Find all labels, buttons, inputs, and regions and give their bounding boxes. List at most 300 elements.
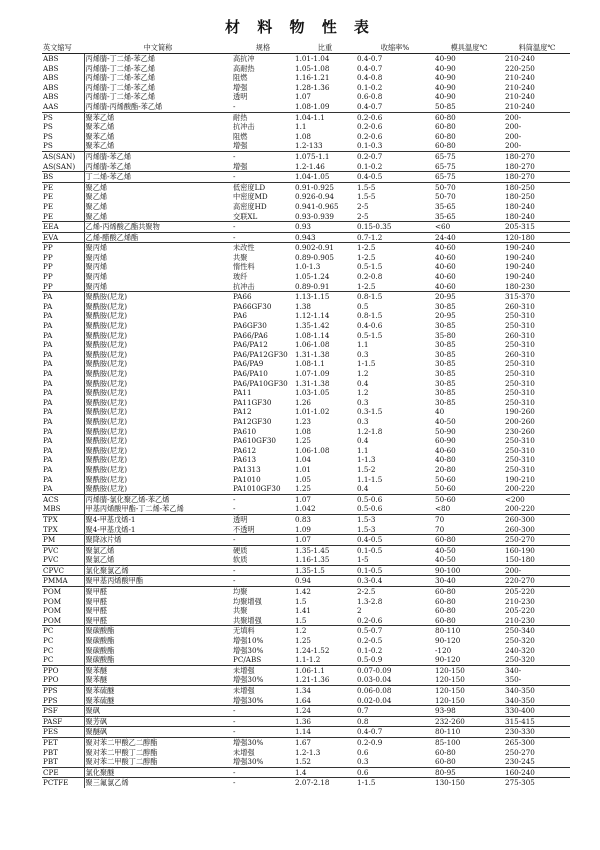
cell-barrel-temp: 230-260 [505, 426, 535, 436]
table-row [42, 112, 570, 122]
cell-specific-gravity: 1.24-1.52 [295, 645, 330, 655]
cell-abbreviation: PPO [42, 665, 84, 675]
cell-chinese-name: 聚乙烯 [85, 192, 108, 202]
cell-barrel-temp: 180-240 [505, 201, 535, 211]
cell-spec: PA6/PA10GF30 [233, 378, 288, 388]
table-row [42, 465, 570, 475]
cell-specific-gravity: 1.075-1.1 [294, 151, 356, 161]
cell-abbreviation: PS [42, 112, 84, 122]
cell-barrel-temp: 250-320 [505, 636, 535, 646]
cell-spec: - [233, 504, 236, 514]
cell-barrel-temp: 250-310 [505, 369, 535, 378]
cell-specific-gravity: 1.24 [294, 706, 356, 717]
cell-abbreviation: PA [42, 446, 84, 456]
cell-barrel-temp: 190-260 [505, 407, 535, 417]
cell-barrel-temp: 200- [504, 112, 570, 122]
cell-specific-gravity: 0.83 [294, 514, 356, 524]
cell-mold-temp: 60-80 [435, 131, 456, 141]
cell-chinese-name: 聚芳砜 [84, 716, 232, 727]
cell-chinese-name: 聚苯醚 [85, 675, 108, 685]
header-abbreviation: 英文缩写 [42, 43, 84, 54]
table-row [42, 436, 570, 446]
cell-spec: - [232, 172, 294, 183]
cell-spec: 共聚增强 [233, 615, 262, 625]
cell-barrel-temp: 190-240 [505, 272, 535, 282]
cell-spec: - [232, 222, 294, 233]
cell-mold-temp: 65-75 [435, 161, 456, 171]
table-row [42, 675, 570, 685]
cell-specific-gravity: 1.05-1.24 [295, 272, 330, 282]
cell-barrel-temp: 250-270 [505, 747, 535, 757]
cell-abbreviation: PA [42, 465, 84, 475]
cell-chinese-name: 聚丙烯 [85, 281, 108, 291]
table-row [42, 446, 570, 456]
cell-mold-temp: 40-60 [435, 281, 456, 291]
cell-shrinkage: 2-5 [357, 211, 369, 221]
cell-shrinkage: 1-1.5 [357, 359, 376, 369]
table-row [42, 606, 570, 616]
table-row [42, 494, 570, 504]
cell-specific-gravity: 1.16-1.21 [295, 73, 330, 83]
cell-chinese-name: 丙烯腈-丁二烯-苯乙烯 [85, 92, 156, 102]
cell-chinese-name: 聚苯醚 [84, 665, 232, 675]
cell-chinese-name: 丙烯腈-丁二烯-苯乙烯 [85, 63, 156, 73]
table-row [42, 73, 570, 83]
cell-barrel-temp: 205-315 [504, 222, 570, 233]
table-row [42, 232, 570, 243]
cell-barrel-temp: 200-260 [505, 416, 535, 426]
cell-chinese-name: 聚酰胺(尼龙) [85, 464, 128, 474]
cell-chinese-name: 聚酰胺(尼龙) [85, 416, 128, 426]
cell-shrinkage: 1-1.5 [356, 778, 434, 788]
cell-barrel-temp: 250-310 [505, 359, 535, 369]
cell-chinese-name: 聚酰胺(尼龙) [85, 397, 128, 407]
cell-chinese-name: 聚4-甲基戊烯-1 [85, 524, 136, 534]
cell-abbreviation: PA [42, 350, 84, 360]
cell-mold-temp: 50-60 [435, 474, 456, 484]
table-row [42, 359, 570, 369]
cell-mold-temp: 30-85 [435, 378, 456, 388]
cell-chinese-name: 聚对苯二甲酸丁二醇酯 [85, 747, 158, 757]
cell-chinese-name: 乙烯-醋酸乙烯酯 [84, 232, 232, 243]
cell-chinese-name: 聚丙烯 [85, 262, 108, 272]
cell-shrinkage: 0.2-0.7 [356, 151, 434, 161]
table-row [42, 706, 570, 717]
table-row [42, 555, 570, 565]
cell-specific-gravity: 0.94 [294, 576, 356, 587]
table-body [42, 54, 570, 788]
cell-chinese-name: 聚苯乙烯 [85, 122, 115, 132]
table-row [42, 369, 570, 379]
cell-mold-temp: 60-80 [435, 606, 456, 616]
cell-chinese-name: 乙烯-丙烯酸乙酯共聚物 [84, 222, 232, 233]
cell-chinese-name: 氯化聚醚 [84, 767, 232, 778]
cell-mold-temp: 60-80 [435, 141, 456, 151]
cell-spec: PA6/PA12 [233, 340, 268, 350]
cell-mold-temp: 30-85 [435, 340, 456, 350]
cell-mold-temp: 40-90 [435, 73, 456, 83]
cell-specific-gravity: 1.31-1.38 [295, 378, 330, 388]
cell-mold-temp: 60-90 [435, 436, 456, 446]
cell-chinese-name: 聚甲醛 [85, 596, 108, 606]
cell-shrinkage: 0.4 [357, 484, 369, 494]
cell-barrel-temp: 200- [505, 141, 522, 151]
table-row [42, 525, 570, 535]
cell-chinese-name: 聚氯乙烯 [84, 545, 232, 555]
cell-shrinkage: 0.3 [357, 757, 369, 767]
cell-chinese-name: 聚酰胺(尼龙) [85, 426, 128, 436]
cell-spec: 增强 [233, 141, 248, 151]
cell-specific-gravity: 0.941-0.965 [295, 201, 339, 211]
cell-abbreviation: PA [42, 475, 84, 485]
cell-spec: 惰性料 [233, 262, 255, 272]
header-barrel-temp: 料筒温度℃ [504, 43, 570, 54]
cell-abbreviation: PES [42, 727, 84, 738]
cell-spec: 增强30% [233, 645, 264, 655]
cell-abbreviation: PBT [42, 757, 84, 767]
cell-shrinkage: 0.4 [357, 436, 369, 446]
cell-chinese-name: 聚砜 [84, 706, 232, 717]
cell-spec: PA610GF30 [233, 436, 276, 446]
cell-spec: 增强30% [233, 695, 264, 705]
cell-shrinkage: 0.3-1.5 [357, 407, 383, 417]
cell-shrinkage: 1-2.5 [357, 281, 376, 291]
cell-abbreviation: EVA [42, 232, 84, 243]
cell-abbreviation: PS [42, 132, 84, 142]
cell-mold-temp: <80 [435, 504, 451, 514]
cell-spec: PA11GF30 [233, 397, 272, 407]
table-row [42, 202, 570, 212]
cell-abbreviation: BS [42, 172, 84, 183]
cell-barrel-temp: 200-220 [505, 484, 535, 494]
cell-barrel-temp: 250-310 [505, 455, 535, 465]
cell-mold-temp: 50-90 [435, 426, 456, 436]
cell-chinese-name: 聚乙烯 [85, 201, 108, 211]
cell-mold-temp: -120 [435, 645, 452, 655]
cell-mold-temp: 60-80 [435, 747, 456, 757]
cell-mold-temp: 80-95 [434, 767, 504, 778]
cell-shrinkage: 1.3-2.8 [357, 596, 383, 606]
cell-shrinkage: 0.5-1.5 [357, 262, 383, 272]
cell-specific-gravity: 1.07 [294, 494, 356, 504]
cell-specific-gravity: 1.07 [295, 92, 312, 102]
cell-spec: - [232, 576, 294, 587]
table-row [42, 587, 570, 597]
cell-shrinkage: 0.4-0.8 [357, 73, 383, 83]
cell-barrel-temp: 150-180 [505, 555, 535, 565]
cell-barrel-temp: 160-240 [504, 767, 570, 778]
cell-chinese-name: 聚丙烯 [85, 252, 108, 262]
cell-chinese-name: 聚碳酸酯 [85, 636, 115, 646]
table-row [42, 545, 570, 555]
cell-shrinkage: 0.3-0.4 [356, 576, 434, 587]
table-row [42, 484, 570, 494]
cell-spec: PA612 [233, 445, 257, 455]
table-row [42, 646, 570, 656]
cell-chinese-name: 聚4-甲基戊烯-1 [84, 514, 232, 524]
cell-mold-temp: 30-85 [435, 301, 456, 311]
cell-chinese-name: 丙烯腈-苯乙烯 [84, 151, 232, 161]
cell-spec: - [233, 101, 236, 111]
cell-chinese-name: 聚碳酸酯 [85, 655, 115, 665]
cell-specific-gravity: 1.05-1.08 [295, 63, 330, 73]
cell-abbreviation: PBT [42, 748, 84, 758]
cell-spec: - [232, 232, 294, 243]
cell-shrinkage: 0.8-1.5 [357, 311, 383, 321]
table-row [42, 616, 570, 626]
cell-barrel-temp: 200- [504, 565, 570, 576]
cell-barrel-temp: 250-340 [504, 626, 570, 636]
cell-barrel-temp: 230-330 [504, 727, 570, 738]
cell-barrel-temp: 260-300 [505, 524, 535, 534]
cell-shrinkage: 0.2-0.8 [357, 272, 383, 282]
cell-specific-gravity: 1.35-1.42 [295, 321, 330, 331]
cell-mold-temp: 40-60 [435, 262, 456, 272]
cell-chinese-name: 甲基丙烯酸甲酯-丁二烯-苯乙烯 [85, 504, 184, 514]
cell-shrinkage: 0.3 [357, 397, 369, 407]
cell-spec: 抗冲击 [233, 281, 255, 291]
cell-mold-temp: 30-85 [435, 369, 456, 378]
cell-shrinkage: 0.2-0.6 [357, 131, 383, 141]
cell-barrel-temp: 205-220 [504, 587, 570, 597]
cell-shrinkage: 0.7-1.2 [356, 232, 434, 243]
cell-specific-gravity: 1.12-1.14 [295, 311, 330, 321]
cell-abbreviation: PA [42, 436, 84, 446]
cell-spec: 未改性 [232, 243, 294, 253]
cell-mold-temp: 120-150 [435, 695, 465, 705]
cell-abbreviation: PE [42, 202, 84, 212]
cell-barrel-temp: 260-300 [504, 514, 570, 524]
table-row [42, 716, 570, 727]
cell-abbreviation: MBS [42, 504, 84, 514]
cell-chinese-name: 丙烯腈-氯化聚乙烯-苯乙烯 [84, 494, 232, 504]
cell-mold-temp: 90-100 [434, 565, 504, 576]
cell-specific-gravity: 1.06-1.08 [295, 340, 330, 350]
table-row [42, 696, 570, 706]
cell-mold-temp: 40 [435, 407, 445, 417]
table-row [42, 727, 570, 738]
cell-chinese-name: 聚酰胺(尼龙) [85, 455, 128, 465]
cell-abbreviation: ABS [42, 73, 84, 83]
cell-barrel-temp: 190-240 [505, 262, 535, 272]
cell-shrinkage: 1-2.5 [357, 252, 376, 262]
cell-shrinkage: 2 [357, 606, 362, 616]
cell-shrinkage: 0.2-0.6 [357, 615, 383, 625]
table-row [42, 665, 570, 675]
cell-chinese-name: 聚酰胺(尼龙) [85, 407, 128, 417]
cell-specific-gravity: 1.25 [295, 636, 312, 646]
cell-barrel-temp: 340-350 [505, 695, 535, 705]
table-row [42, 141, 570, 151]
cell-specific-gravity: 1.06-1.1 [294, 665, 356, 675]
cell-chinese-name: 聚酰胺(尼龙) [85, 436, 128, 446]
cell-chinese-name: 聚醚砜 [84, 727, 232, 738]
table-row [42, 340, 570, 350]
cell-barrel-temp: 260-310 [505, 301, 535, 311]
cell-shrinkage: 0.2-0.6 [356, 112, 434, 122]
cell-spec: 高密度HD [233, 201, 267, 211]
cell-barrel-temp: 250-310 [505, 464, 535, 474]
header-shrinkage: 收缩率% [356, 43, 434, 54]
cell-mold-temp: 30-85 [435, 397, 456, 407]
cell-shrinkage: 0.3 [357, 416, 369, 426]
cell-mold-temp: 50-70 [435, 192, 456, 202]
cell-chinese-name: 聚三氟氯乙烯 [84, 778, 232, 788]
cell-mold-temp: 40-60 [435, 445, 456, 455]
table-row [42, 737, 570, 747]
table-row [42, 212, 570, 222]
cell-spec: 不透明 [233, 524, 255, 534]
cell-specific-gravity: 1.06-1.08 [295, 445, 330, 455]
cell-specific-gravity: 0.926-0.94 [295, 192, 335, 202]
cell-barrel-temp: 250-310 [505, 445, 535, 455]
cell-mold-temp: 40-50 [435, 416, 456, 426]
cell-abbreviation: PPS [42, 686, 84, 696]
cell-spec: 未增强 [232, 665, 294, 675]
cell-barrel-temp: 205-220 [505, 606, 535, 616]
cell-specific-gravity: 1.01-1.04 [295, 54, 330, 63]
cell-specific-gravity: 1.14 [294, 727, 356, 738]
cell-shrinkage: 0.2-0.6 [357, 122, 383, 132]
cell-barrel-temp: 210-240 [505, 73, 535, 83]
cell-abbreviation: PC [42, 626, 84, 636]
table-row [42, 388, 570, 398]
cell-specific-gravity: 1.07 [294, 535, 356, 546]
cell-mold-temp: 65-75 [434, 151, 504, 161]
table-row [42, 757, 570, 767]
header-mold-temp: 模具温度℃ [434, 43, 504, 54]
cell-shrinkage: 0.5-0.6 [357, 504, 383, 514]
cell-abbreviation: ABS [42, 64, 84, 74]
cell-specific-gravity: 1.35-1.45 [294, 545, 356, 555]
cell-chinese-name: 聚对苯二甲酸乙二醇酯 [84, 737, 232, 747]
cell-barrel-temp: 200-220 [505, 504, 535, 514]
cell-specific-gravity: 1.31-1.38 [295, 349, 330, 359]
cell-mold-temp: 30-85 [435, 388, 456, 398]
cell-specific-gravity: 1.34 [294, 686, 356, 696]
cell-abbreviation: PASF [42, 716, 84, 727]
cell-spec: 交联XL [233, 211, 258, 221]
cell-spec: 共聚 [233, 606, 248, 616]
cell-specific-gravity: 1.52 [295, 757, 312, 767]
table-row [42, 778, 570, 788]
cell-spec: PA66/PA6 [233, 330, 268, 340]
cell-abbreviation: TPX [42, 525, 84, 535]
cell-shrinkage: 0.5-1.5 [357, 330, 383, 340]
table-row [42, 272, 570, 282]
cell-mold-temp: 120-150 [435, 675, 465, 685]
cell-barrel-temp: 210-230 [505, 615, 535, 625]
cell-specific-gravity: 1.4 [294, 767, 356, 778]
cell-mold-temp: 80-110 [434, 626, 504, 636]
cell-abbreviation: ACS [42, 494, 84, 504]
cell-spec: 增强30% [232, 737, 294, 747]
cell-spec: 玻纤 [233, 272, 248, 282]
cell-abbreviation: PVC [42, 545, 84, 555]
cell-barrel-temp: 200- [505, 131, 522, 141]
header-spec: 规格 [232, 43, 294, 54]
cell-shrinkage: 2-2.5 [356, 587, 434, 597]
cell-abbreviation: PA [42, 321, 84, 331]
table-row [42, 331, 570, 341]
cell-shrinkage: 0.7 [356, 706, 434, 717]
cell-abbreviation: ABS [42, 83, 84, 93]
cell-chinese-name: 聚酰胺(尼龙) [85, 445, 128, 455]
cell-abbreviation: PA [42, 398, 84, 408]
table-row [42, 565, 570, 576]
cell-shrinkage: 0.5-0.6 [356, 494, 434, 504]
cell-spec: 增强30% [233, 757, 264, 767]
cell-chinese-name: 聚甲醛 [85, 606, 108, 616]
cell-spec: 无填料 [232, 626, 294, 636]
table-row [42, 514, 570, 524]
table-row [42, 636, 570, 646]
cell-shrinkage: 0.3 [357, 349, 369, 359]
cell-chinese-name: 聚乙烯 [85, 211, 108, 221]
cell-specific-gravity: 1.01-1.02 [295, 407, 330, 417]
table-row [42, 576, 570, 587]
cell-shrinkage: 1.2 [357, 388, 369, 398]
cell-mold-temp: 30-85 [435, 321, 456, 331]
cell-shrinkage: 0.4-0.7 [357, 54, 383, 63]
cell-specific-gravity: 0.89-0.905 [295, 252, 335, 262]
cell-chinese-name: 聚酰胺(尼龙) [85, 474, 128, 484]
cell-specific-gravity: 1.01 [295, 464, 312, 474]
cell-spec: - [232, 778, 294, 788]
cell-mold-temp: 85-100 [434, 737, 504, 747]
cell-barrel-temp: 180-270 [505, 161, 535, 171]
table-row [42, 398, 570, 408]
cell-shrinkage: 0.03-0.04 [357, 675, 392, 685]
cell-shrinkage: 0.07-0.09 [356, 665, 434, 675]
table-row [42, 182, 570, 192]
cell-abbreviation: PP [42, 282, 84, 292]
cell-shrinkage: 1-2.5 [356, 243, 434, 253]
cell-barrel-temp: 210-240 [505, 92, 535, 102]
cell-barrel-temp: 265-300 [504, 737, 570, 747]
cell-spec: 未增强 [233, 747, 255, 757]
cell-abbreviation: PMMA [42, 576, 84, 587]
cell-shrinkage: 0.4 [357, 378, 369, 388]
table-row [42, 417, 570, 427]
cell-specific-gravity: 1.08 [295, 426, 312, 436]
table-row [42, 282, 570, 292]
cell-chinese-name: 聚苯硫醚 [85, 695, 115, 705]
cell-abbreviation: POM [42, 597, 84, 607]
cell-abbreviation: PA [42, 417, 84, 427]
cell-shrinkage: 1.1 [357, 445, 369, 455]
cell-mold-temp: 60-80 [434, 587, 504, 597]
cell-barrel-temp: 340-350 [504, 686, 570, 696]
cell-specific-gravity: 1.1-1.2 [295, 655, 321, 665]
cell-abbreviation: PA [42, 455, 84, 465]
cell-barrel-temp: 200- [505, 122, 522, 132]
cell-shrinkage: 1.2-1.8 [357, 426, 383, 436]
cell-specific-gravity: 1.5 [295, 615, 307, 625]
cell-abbreviation: PA [42, 369, 84, 379]
cell-chinese-name: 聚碳酸酯 [85, 645, 115, 655]
cell-barrel-temp: 250-310 [505, 340, 535, 350]
cell-abbreviation: PP [42, 243, 84, 253]
cell-shrinkage: 1.5-3 [356, 514, 434, 524]
cell-mold-temp: 40-50 [434, 545, 504, 555]
cell-barrel-temp: 330-400 [504, 706, 570, 717]
cell-chinese-name: 聚碳酸酯 [84, 626, 232, 636]
cell-spec: - [232, 716, 294, 727]
cell-specific-gravity: 2.07-2.18 [294, 778, 356, 788]
cell-abbreviation: CPE [42, 767, 84, 778]
cell-spec: PA6/PA10 [233, 369, 268, 378]
